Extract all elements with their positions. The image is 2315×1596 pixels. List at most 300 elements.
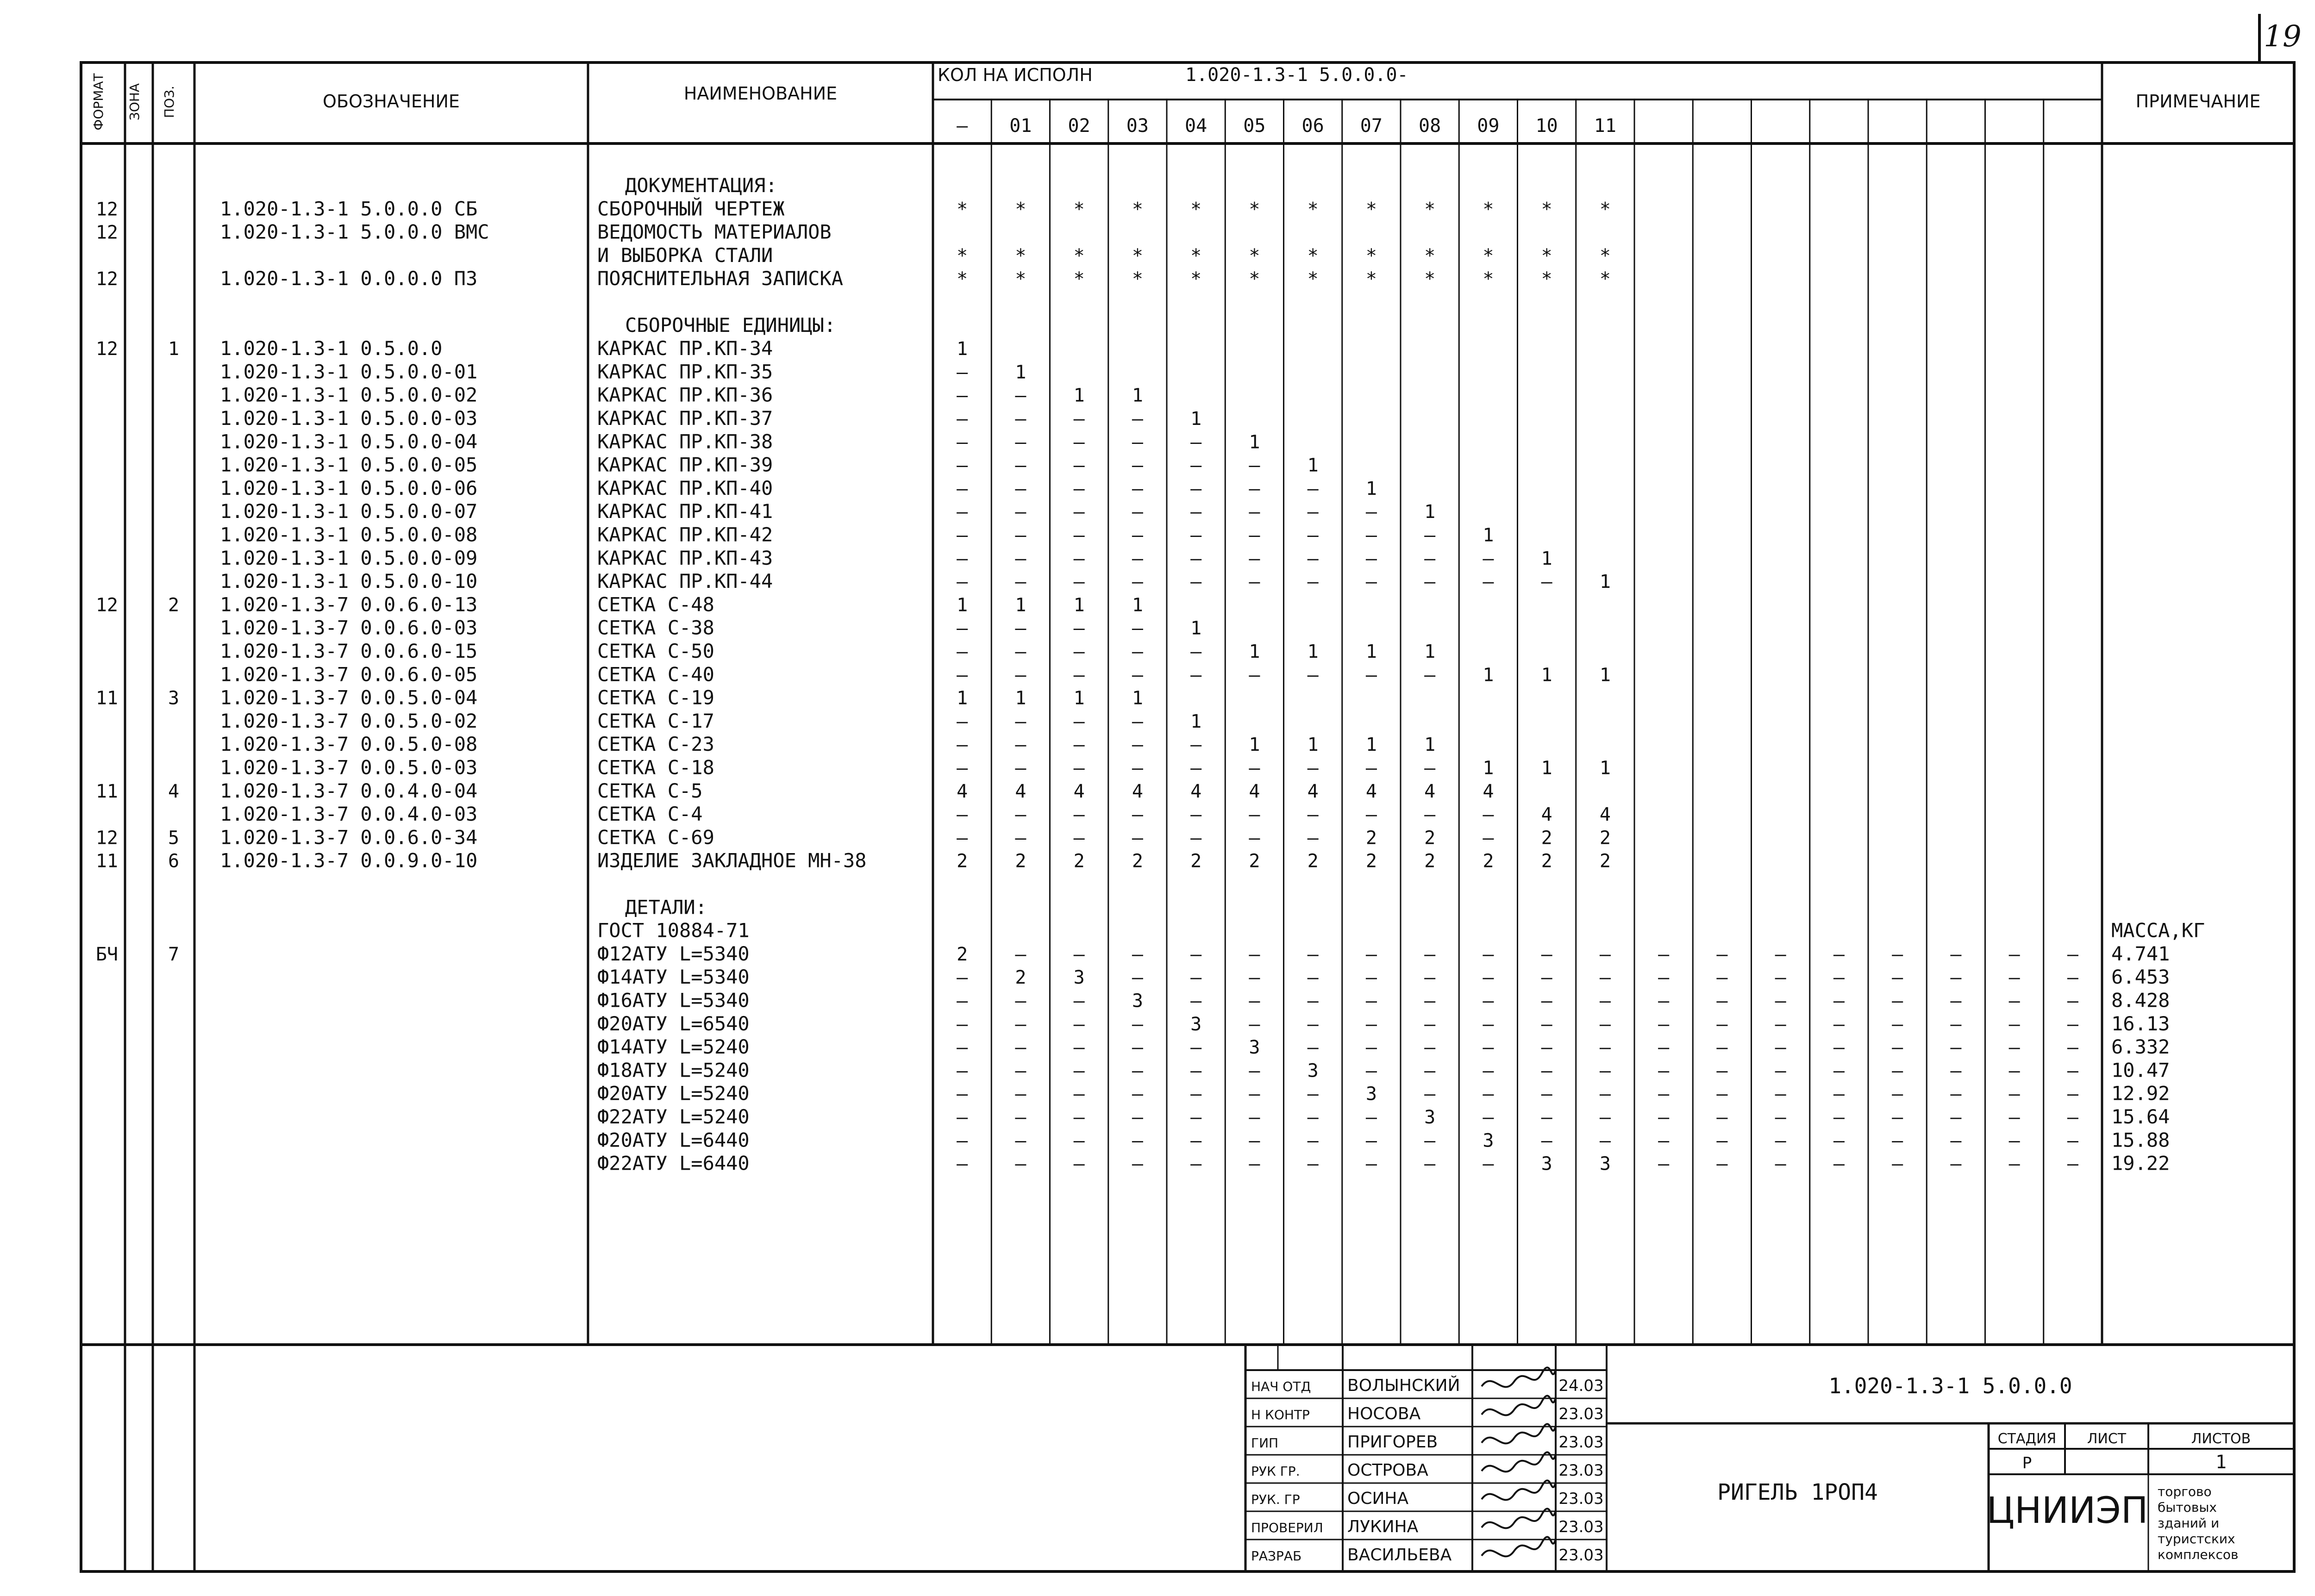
row-quantity: –	[1073, 455, 1085, 476]
row-note: 12.92	[2111, 1082, 2170, 1105]
row-designation: 1.020-1.3-7 0.0.9.0-10	[220, 849, 478, 872]
row-quantity: –	[2008, 967, 2020, 989]
row-format: 11	[95, 780, 118, 802]
row-quantity: –	[1716, 1037, 1728, 1059]
row-quantity: –	[1950, 1013, 1962, 1035]
row-quantity: –	[1775, 943, 1786, 965]
row-quantity: –	[1599, 1013, 1611, 1035]
row-quantity: –	[1365, 1060, 1377, 1082]
row-quantity: *	[1424, 268, 1436, 290]
row-quantity: 1	[1249, 431, 1260, 453]
row-quantity: –	[957, 385, 968, 406]
row-quantity: –	[1132, 1060, 1143, 1082]
row-quantity: –	[1541, 1083, 1552, 1105]
row-quantity: –	[1541, 967, 1552, 989]
header-name: НАИМЕНОВАНИЕ	[683, 83, 838, 104]
row-quantity: –	[1892, 943, 1903, 965]
row-quantity: *	[1307, 268, 1319, 290]
row-quantity: 1	[957, 687, 968, 709]
row-quantity: –	[1775, 1083, 1786, 1105]
row-quantity: *	[1424, 199, 1436, 220]
row-quantity: –	[1190, 664, 1202, 686]
row-quantity: –	[1190, 1083, 1202, 1105]
table-row	[597, 1035, 2170, 1058]
row-quantity: –	[1658, 967, 1670, 989]
table-row	[96, 337, 968, 360]
variant-header: 03	[1126, 115, 1149, 137]
row-quantity: *	[1599, 268, 1611, 290]
row-quantity: –	[1424, 804, 1436, 826]
row-quantity: –	[1892, 1107, 1903, 1128]
row-quantity: –	[1775, 1013, 1786, 1035]
row-quantity: –	[1190, 990, 1202, 1012]
row-quantity: –	[1424, 1060, 1436, 1082]
variant-header: 06	[1301, 115, 1324, 137]
row-quantity: 3	[1541, 1153, 1552, 1175]
stage-label: СТАДИЯ	[1997, 1431, 2057, 1447]
row-quantity: –	[1833, 1107, 1845, 1128]
row-quantity: –	[957, 524, 968, 546]
row-quantity: *	[1190, 268, 1202, 290]
row-quantity: 1	[1073, 385, 1085, 406]
row-quantity: –	[1833, 990, 1845, 1012]
row-quantity: –	[1132, 524, 1143, 546]
row-quantity: –	[1833, 1130, 1845, 1152]
row-name: ПОЯСНИТЕЛЬНАЯ ЗАПИСКА	[597, 267, 844, 290]
header-zone: ЗОНА	[127, 83, 142, 121]
row-name: СЕТКА С-38	[597, 616, 714, 639]
row-quantity: 3	[1073, 967, 1085, 989]
row-quantity: –	[2008, 943, 2020, 965]
row-quantity: –	[957, 990, 968, 1012]
table-row	[96, 221, 832, 243]
row-quantity: –	[957, 1013, 968, 1035]
table-row	[96, 686, 1143, 709]
table-row	[220, 710, 1201, 732]
row-quantity: –	[1015, 524, 1026, 546]
signer-role: НАЧ ОТД	[1251, 1379, 1311, 1394]
row-quantity: –	[1015, 571, 1026, 593]
row-quantity: –	[1892, 1083, 1903, 1105]
variant-header: 11	[1594, 115, 1616, 137]
row-quantity: –	[1190, 455, 1202, 476]
row-quantity: –	[1365, 943, 1377, 965]
row-quantity: –	[1365, 967, 1377, 989]
row-quantity: –	[1132, 1037, 1143, 1059]
row-quantity: –	[1716, 967, 1728, 989]
row-name: КАРКАС ПР.КП-41	[597, 500, 773, 523]
row-quantity: –	[1015, 943, 1026, 965]
row-name: КАРКАС ПР.КП-36	[597, 383, 773, 406]
row-quantity: –	[1307, 943, 1319, 965]
row-quantity: –	[1132, 571, 1143, 593]
row-name: СЕТКА С-23	[597, 733, 714, 756]
row-quantity: –	[1892, 967, 1903, 989]
signer-date: 23.03	[1558, 1518, 1604, 1536]
row-designation: 1.020-1.3-1 0.5.0.0-06	[220, 476, 478, 499]
row-format: 12	[95, 338, 118, 360]
variant-header: 04	[1185, 115, 1208, 137]
row-quantity: –	[1365, 757, 1377, 779]
row-quantity: 1	[1190, 408, 1202, 430]
row-quantity: *	[1249, 268, 1260, 290]
row-name: Ф14АТУ L=5340	[597, 966, 750, 989]
row-quantity: –	[1365, 990, 1377, 1012]
row-quantity: –	[1599, 943, 1611, 965]
row-quantity: –	[1599, 1060, 1611, 1082]
row-quantity: 1	[1015, 687, 1026, 709]
row-quantity: –	[1365, 548, 1377, 569]
signer-date: 23.03	[1558, 1461, 1604, 1480]
sheet-label: ЛИСТ	[2087, 1431, 2127, 1447]
row-quantity: –	[1190, 1107, 1202, 1128]
table-row	[597, 1105, 2170, 1128]
row-quantity: –	[1483, 827, 1494, 849]
row-designation: 1.020-1.3-1 0.5.0.0	[220, 337, 443, 360]
row-quantity: 1	[1365, 734, 1377, 756]
row-quantity: –	[1424, 943, 1436, 965]
row-quantity: –	[1716, 1083, 1728, 1105]
row-quantity: –	[2067, 990, 2078, 1012]
row-designation: 1.020-1.3-1 0.5.0.0-05	[220, 453, 478, 476]
row-quantity: –	[1132, 967, 1143, 989]
row-note: 10.47	[2111, 1059, 2170, 1082]
variant-header: 08	[1419, 115, 1441, 137]
row-quantity: 1	[1541, 757, 1552, 779]
row-quantity: 1	[1249, 734, 1260, 756]
row-name: КАРКАС ПР.КП-37	[597, 407, 773, 430]
row-quantity: 4	[1073, 780, 1085, 802]
row-quantity: –	[1249, 804, 1260, 826]
row-quantity: –	[1249, 1060, 1260, 1082]
row-quantity: –	[1132, 711, 1143, 732]
row-note: 6.453	[2111, 966, 2170, 989]
row-quantity: 1	[1599, 664, 1611, 686]
row-quantity: –	[1950, 1107, 1962, 1128]
row-designation: 1.020-1.3-1 0.5.0.0-02	[220, 383, 478, 406]
header-format: ФОРМАТ	[91, 73, 106, 131]
row-name: СБОРОЧНЫЕ ЕДИНИЦЫ:	[625, 313, 836, 337]
table-row	[625, 896, 707, 918]
row-quantity: –	[1249, 501, 1260, 523]
row-quantity: –	[1190, 943, 1202, 965]
row-designation: 1.020-1.3-7 0.0.6.0-15	[220, 640, 478, 662]
row-quantity: 2	[957, 850, 968, 872]
row-quantity: –	[1073, 1060, 1085, 1082]
row-quantity: *	[957, 268, 968, 290]
row-quantity: 4	[1599, 804, 1611, 826]
row-quantity: 2	[1190, 850, 1202, 872]
row-quantity: –	[1073, 1013, 1085, 1035]
row-quantity: –	[1541, 943, 1552, 965]
row-quantity: 2	[1015, 967, 1026, 989]
row-quantity: 2	[957, 943, 968, 965]
row-quantity: 1	[1132, 687, 1143, 709]
row-designation: 1.020-1.3-7 0.0.4.0-04	[220, 779, 478, 802]
row-quantity: –	[1541, 1013, 1552, 1035]
row-quantity: –	[1015, 1013, 1026, 1035]
row-quantity: –	[1132, 641, 1143, 662]
row-quantity: –	[1775, 1130, 1786, 1152]
row-quantity: –	[1365, 804, 1377, 826]
row-quantity: –	[1249, 1107, 1260, 1128]
row-quantity: –	[957, 501, 968, 523]
row-quantity: –	[1775, 1153, 1786, 1175]
row-name: И ВЫБОРКА СТАЛИ	[597, 243, 773, 267]
row-quantity: 2	[1424, 850, 1436, 872]
row-quantity: –	[1716, 1107, 1728, 1128]
row-quantity: *	[957, 245, 968, 267]
row-quantity: –	[957, 617, 968, 639]
row-quantity: –	[1249, 1083, 1260, 1105]
row-quantity: 1	[1483, 664, 1494, 686]
row-quantity: –	[1015, 757, 1026, 779]
row-quantity: –	[1716, 1060, 1728, 1082]
signer-date: 24.03	[1558, 1377, 1604, 1395]
row-quantity: 1	[1073, 594, 1085, 616]
table-row	[220, 547, 1552, 569]
row-quantity: 2	[1424, 827, 1436, 849]
row-quantity: –	[1190, 757, 1202, 779]
row-quantity: –	[1424, 1130, 1436, 1152]
row-quantity: –	[1132, 548, 1143, 569]
row-quantity: –	[1132, 1130, 1143, 1152]
row-quantity: –	[1073, 804, 1085, 826]
row-quantity: –	[957, 455, 968, 476]
row-designation: 1.020-1.3-1 0.5.0.0-04	[220, 430, 478, 453]
row-quantity: –	[957, 548, 968, 569]
table-row	[220, 454, 1319, 476]
signer-role: ГИП	[1251, 1435, 1279, 1451]
row-quantity: –	[1132, 431, 1143, 453]
row-quantity: *	[1015, 268, 1026, 290]
row-quantity: –	[1190, 1130, 1202, 1152]
row-quantity: 1	[957, 338, 968, 360]
header-designation: ОБОЗНАЧЕНИЕ	[323, 91, 460, 112]
row-name: Ф22АТУ L=5240	[597, 1105, 750, 1128]
row-quantity: –	[1483, 1060, 1494, 1082]
row-quantity: 2	[1132, 850, 1143, 872]
row-quantity: –	[1307, 1153, 1319, 1175]
row-designation: 1.020-1.3-7 0.0.6.0-03	[220, 616, 478, 639]
row-quantity: –	[1483, 571, 1494, 593]
row-position: 7	[168, 943, 180, 965]
row-quantity: –	[1015, 1107, 1026, 1128]
row-quantity: 1	[1599, 571, 1611, 593]
row-quantity: 1	[1365, 478, 1377, 499]
row-quantity: 3	[1599, 1153, 1611, 1175]
row-quantity: –	[1541, 571, 1552, 593]
row-quantity: 2	[1015, 850, 1026, 872]
row-quantity: –	[1015, 1130, 1026, 1152]
row-name: КАРКАС ПР.КП-34	[597, 337, 773, 360]
row-quantity: –	[957, 362, 968, 383]
row-quantity: –	[1132, 734, 1143, 756]
row-quantity: 1	[1424, 501, 1436, 523]
row-quantity: –	[1658, 1107, 1670, 1128]
row-note: 8.428	[2111, 989, 2170, 1012]
row-quantity: –	[1132, 943, 1143, 965]
row-quantity: *	[1365, 245, 1377, 267]
row-note: 16.13	[2111, 1012, 2170, 1035]
row-quantity: –	[1190, 524, 1202, 546]
row-quantity: 1	[1307, 641, 1319, 662]
row-quantity: –	[1541, 1060, 1552, 1082]
signer-date: 23.03	[1558, 1433, 1604, 1452]
row-quantity: –	[1950, 990, 1962, 1012]
sheets-label: ЛИСТОВ	[2191, 1431, 2251, 1447]
row-quantity: –	[1307, 478, 1319, 499]
row-quantity: –	[1073, 1083, 1085, 1105]
row-quantity: –	[1015, 827, 1026, 849]
row-quantity: 1	[957, 594, 968, 616]
row-quantity: –	[957, 967, 968, 989]
row-quantity: –	[1190, 804, 1202, 826]
row-quantity: –	[2008, 1037, 2020, 1059]
row-quantity: –	[1365, 1013, 1377, 1035]
row-quantity: –	[1015, 548, 1026, 569]
row-quantity: 2	[1541, 827, 1552, 849]
row-quantity: –	[1132, 1013, 1143, 1035]
table-content	[91, 19, 2302, 1175]
row-name: Ф22АТУ L=6440	[597, 1152, 750, 1175]
row-name: СЕТКА С-18	[597, 756, 714, 779]
row-quantity: –	[1307, 1013, 1319, 1035]
table-row	[220, 733, 1435, 755]
row-quantity: –	[2008, 1130, 2020, 1152]
row-quantity: –	[2067, 1130, 2078, 1152]
row-quantity: –	[1073, 1153, 1085, 1175]
row-quantity: –	[1483, 1013, 1494, 1035]
row-quantity: –	[1190, 827, 1202, 849]
row-quantity: –	[1307, 1083, 1319, 1105]
row-quantity: –	[1307, 804, 1319, 826]
row-quantity: –	[1307, 990, 1319, 1012]
row-quantity: *	[1015, 245, 1026, 267]
row-quantity: 1	[1015, 362, 1026, 383]
row-quantity: –	[1833, 1060, 1845, 1082]
row-quantity: –	[1658, 1083, 1670, 1105]
row-quantity: –	[1249, 943, 1260, 965]
row-quantity: –	[2008, 1060, 2020, 1082]
row-quantity: –	[957, 408, 968, 430]
row-name: Ф20АТУ L=5240	[597, 1082, 750, 1105]
row-quantity: –	[1775, 1060, 1786, 1082]
signer-name: ВАСИЛЬЕВА	[1347, 1546, 1452, 1565]
organization-description: комплексов	[2158, 1547, 2239, 1562]
row-quantity: –	[1365, 1130, 1377, 1152]
row-quantity: *	[1599, 199, 1611, 220]
row-quantity: –	[1892, 1060, 1903, 1082]
row-name: СЕТКА С-48	[597, 593, 714, 616]
row-quantity: –	[2067, 1060, 2078, 1082]
row-quantity: –	[1658, 1013, 1670, 1035]
row-quantity: –	[1073, 990, 1085, 1012]
row-quantity: –	[1073, 757, 1085, 779]
row-quantity: –	[1132, 617, 1143, 639]
variant-header: 02	[1068, 115, 1090, 137]
row-quantity: –	[1365, 524, 1377, 546]
row-quantity: 3	[1249, 1037, 1260, 1059]
row-name: СБОРОЧНЫЙ ЧЕРТЕЖ	[597, 197, 785, 220]
row-quantity: –	[1658, 1060, 1670, 1082]
row-name: Ф14АТУ L=5240	[597, 1035, 750, 1059]
header-note: ПРИМЕЧАНИЕ	[2135, 91, 2261, 112]
row-quantity: –	[1424, 548, 1436, 569]
row-designation: 1.020-1.3-1 5.0.0.0 СБ	[220, 197, 478, 220]
signer-date: 23.03	[1558, 1405, 1604, 1423]
row-format: 12	[95, 199, 118, 220]
row-quantity: –	[1833, 1013, 1845, 1035]
row-quantity: 2	[1073, 850, 1085, 872]
row-designation: 1.020-1.3-1 0.5.0.0-10	[220, 570, 478, 593]
row-quantity: *	[1249, 245, 1260, 267]
row-quantity: 4	[1249, 780, 1260, 802]
row-format: 12	[95, 827, 118, 849]
row-designation: 1.020-1.3-1 0.5.0.0-03	[220, 407, 478, 430]
row-quantity: –	[1483, 1037, 1494, 1059]
row-quantity: –	[1483, 990, 1494, 1012]
signer-name: ПРИГОРЕВ	[1347, 1433, 1438, 1452]
row-quantity: 1	[1483, 757, 1494, 779]
table-row	[220, 524, 1494, 546]
row-quantity: –	[1716, 1013, 1728, 1035]
row-quantity: *	[1365, 199, 1377, 220]
row-note: 15.88	[2111, 1128, 2170, 1152]
row-quantity: –	[1249, 478, 1260, 499]
table-row	[220, 500, 1435, 523]
table-row	[597, 1152, 2170, 1175]
row-quantity: 1	[1132, 594, 1143, 616]
row-note: 19.22	[2111, 1152, 2170, 1175]
page-number: 19	[2264, 19, 2302, 54]
row-quantity: *	[1483, 245, 1494, 267]
row-quantity: 3	[1365, 1083, 1377, 1105]
row-quantity: –	[1249, 664, 1260, 686]
row-quantity: –	[957, 478, 968, 499]
row-quantity: –	[1015, 641, 1026, 662]
row-note: МАССА,КГ	[2111, 919, 2205, 942]
signer-date: 23.03	[1558, 1490, 1604, 1508]
signer-date: 23.03	[1558, 1546, 1604, 1565]
row-quantity: –	[1775, 1107, 1786, 1128]
table-row	[625, 314, 836, 337]
table-row	[96, 942, 2170, 965]
row-quantity: –	[2008, 1083, 2020, 1105]
row-quantity: –	[2008, 1107, 2020, 1128]
row-quantity: –	[1658, 990, 1670, 1012]
row-quantity: 4	[1132, 780, 1143, 802]
row-quantity: –	[2008, 1013, 2020, 1035]
row-quantity: 3	[1483, 1130, 1494, 1152]
row-quantity: –	[1190, 1153, 1202, 1175]
row-quantity: 2	[1599, 827, 1611, 849]
row-quantity: *	[1307, 199, 1319, 220]
row-quantity: –	[1716, 990, 1728, 1012]
row-quantity: –	[1424, 1153, 1436, 1175]
row-name: КАРКАС ПР.КП-39	[597, 453, 773, 476]
row-quantity: –	[957, 1037, 968, 1059]
row-quantity: –	[1073, 524, 1085, 546]
organization-description: туристских	[2158, 1531, 2235, 1546]
row-quantity: –	[957, 711, 968, 732]
row-quantity: –	[1190, 1037, 1202, 1059]
drawing-title: РИГЕЛЬ 1РОП4	[1717, 1479, 1878, 1505]
row-quantity: –	[1950, 943, 1962, 965]
row-name: Ф12АТУ L=5340	[597, 942, 750, 965]
row-position: 6	[168, 850, 180, 872]
row-quantity: –	[1015, 734, 1026, 756]
